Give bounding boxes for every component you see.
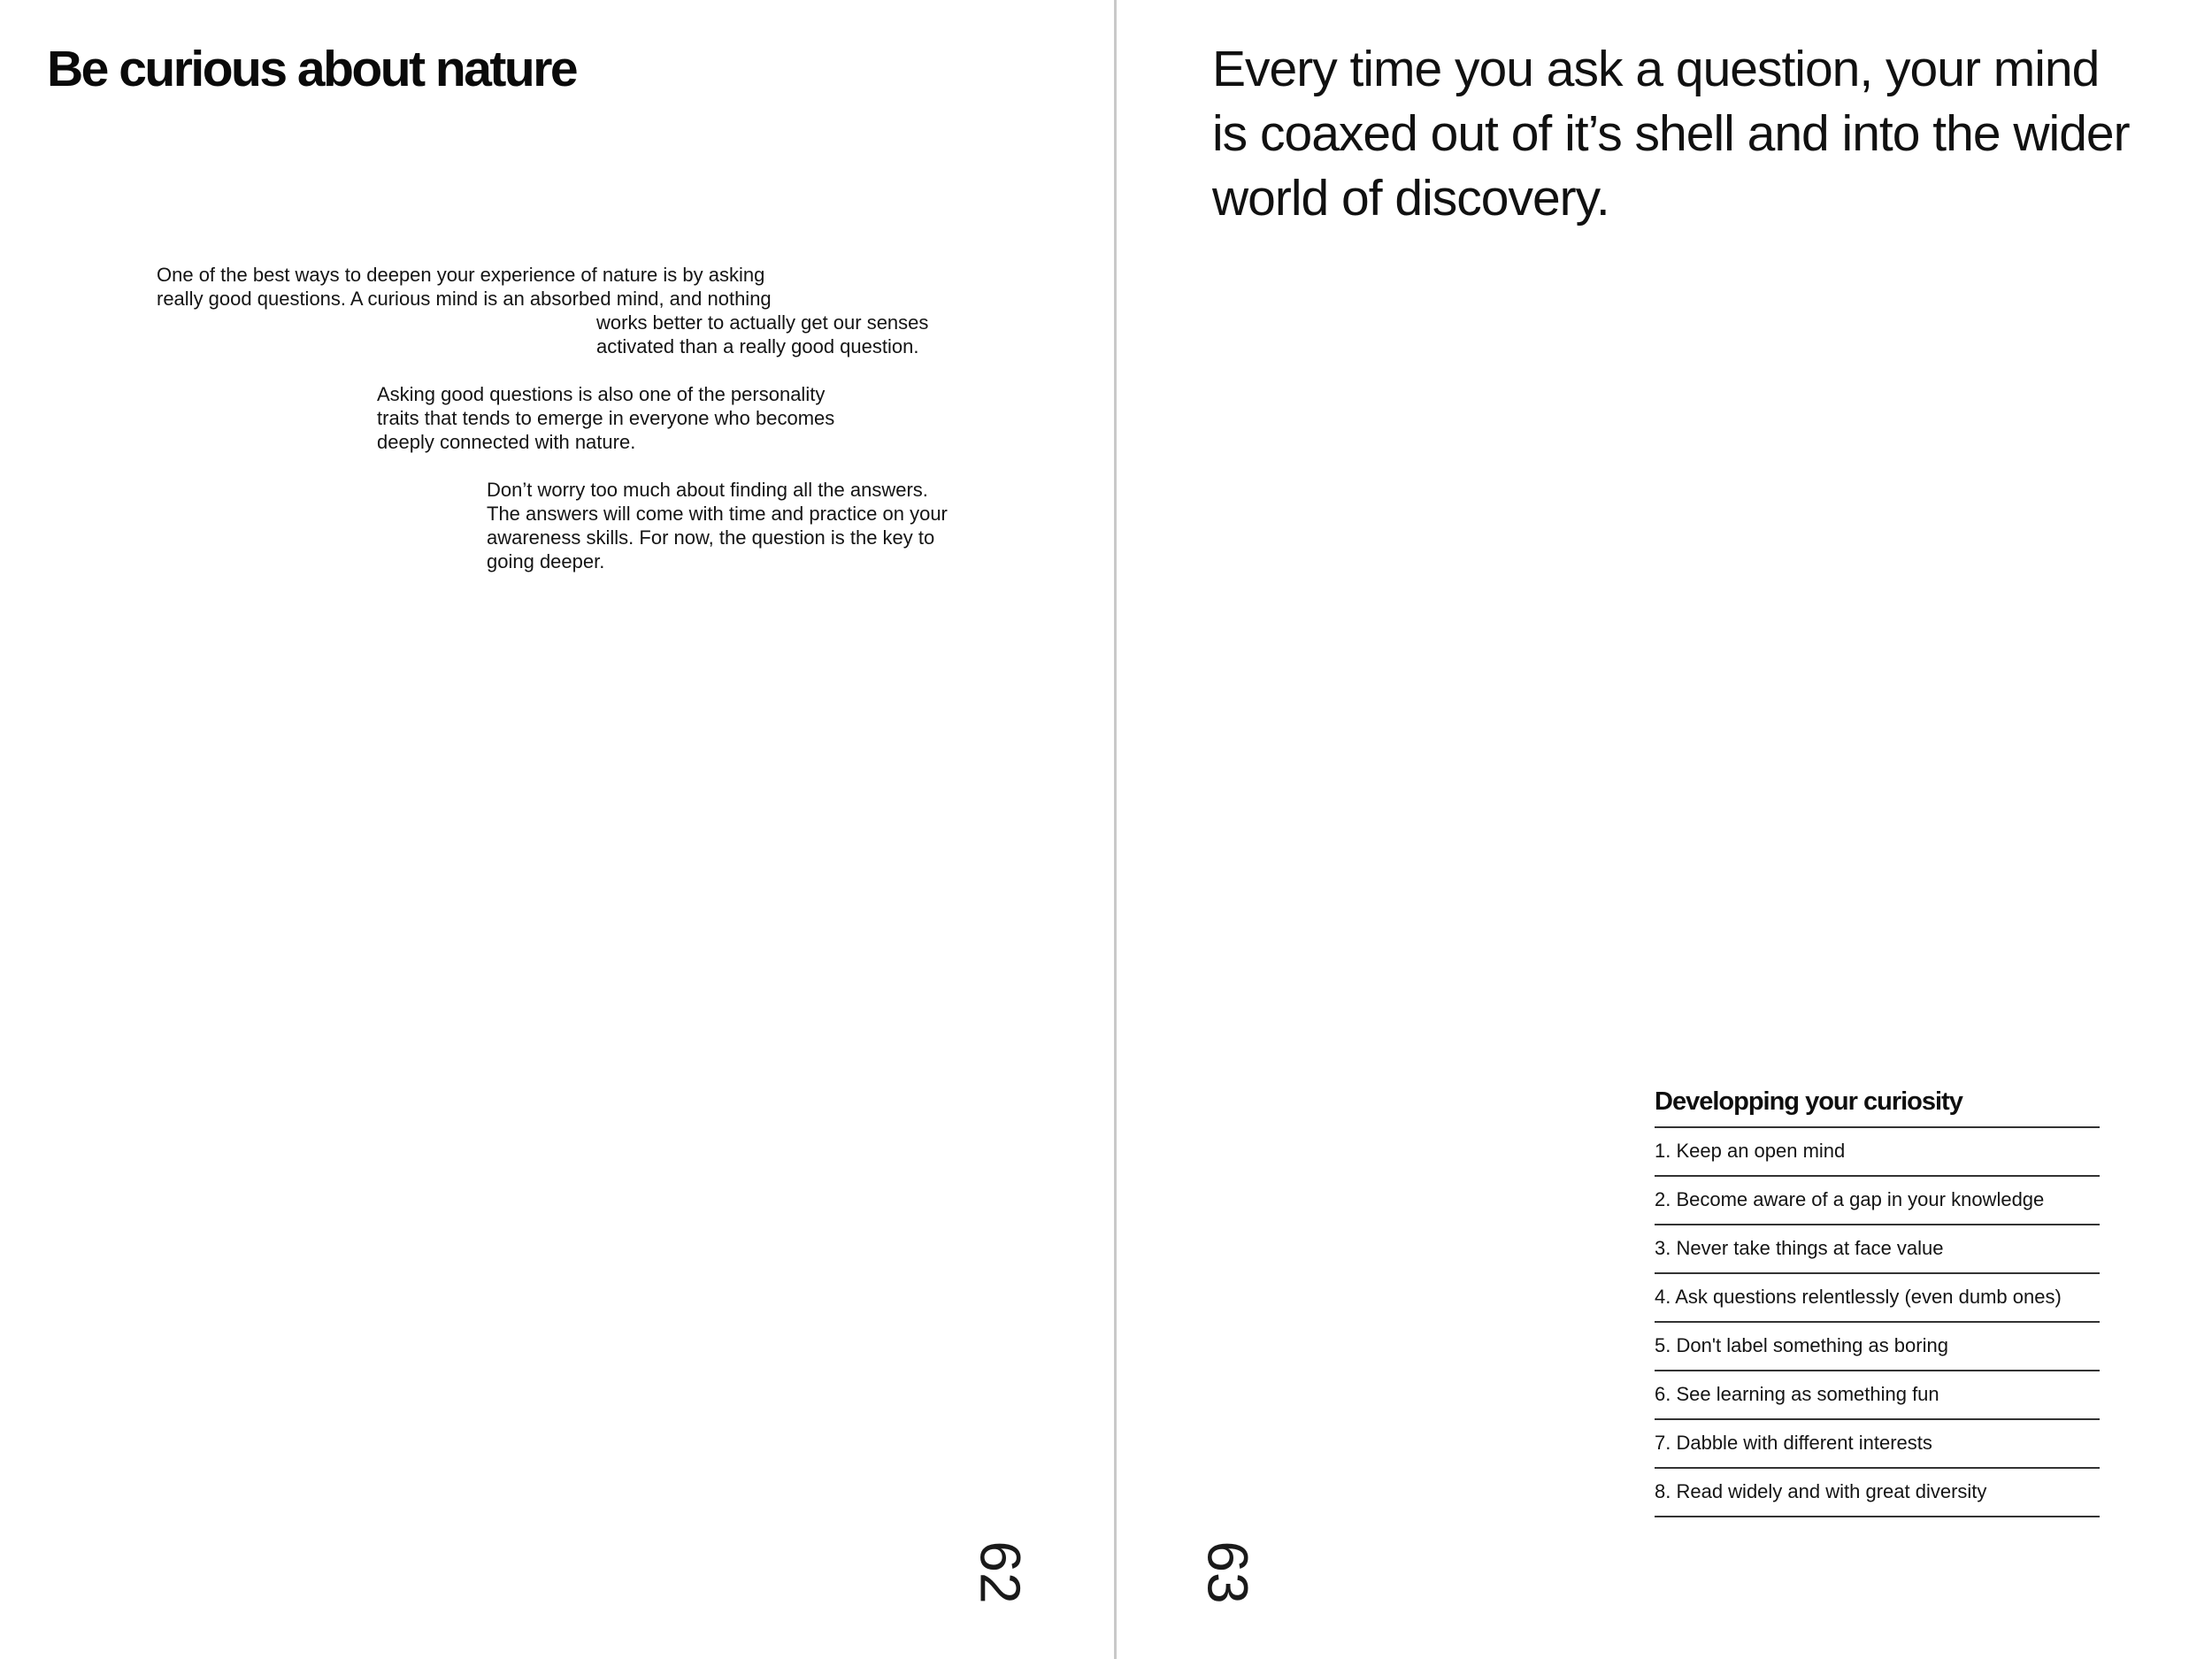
- body-text-line: works better to actually get our senses: [596, 311, 929, 334]
- pull-quote-line: world of discovery.: [1212, 170, 1609, 227]
- pull-quote-line: is coaxed out of it’s shell and into the wider: [1212, 105, 2130, 162]
- checklist-item: 8. Read widely and with great diversity: [1655, 1469, 2100, 1517]
- body-text-line: activated than a really good question.: [596, 335, 919, 357]
- checklist-item: 2. Become aware of a gap in your knowledge: [1655, 1177, 2100, 1225]
- body-text-line: Don’t worry too much about finding all the answers.: [487, 479, 928, 501]
- body-text-line: Asking good questions is also one of the personality: [377, 383, 826, 405]
- checklist-item: 1. Keep an open mind: [1655, 1128, 2100, 1177]
- checklist-item: 3. Never take things at face value: [1655, 1225, 2100, 1274]
- page-title: Be curious about nature: [47, 41, 577, 97]
- curiosity-checklist: [1655, 1084, 2100, 1517]
- page-number: 63: [1195, 1540, 1260, 1604]
- right-page: [1117, 0, 2212, 1659]
- checklist-item: 6. See learning as something fun: [1655, 1371, 2100, 1420]
- checklist-item: 4. Ask questions relentlessly (even dumb ones): [1655, 1274, 2100, 1323]
- body-text-line: traits that tends to emerge in everyone who becomes: [377, 407, 835, 429]
- page-number: 62: [968, 1540, 1033, 1604]
- checklist-item: 5. Don't label something as boring: [1655, 1323, 2100, 1371]
- checklist-items: [1655, 1128, 2100, 1517]
- checklist-item: 7. Dabble with different interests: [1655, 1420, 2100, 1469]
- body-text-line: The answers will come with time and practice on your: [487, 503, 948, 525]
- body-text-line: One of the best ways to deepen your experience of nature is by asking: [157, 264, 765, 286]
- body-text-line: deeply connected with nature.: [377, 431, 636, 453]
- body-text-line: really good questions. A curious mind is an absorbed mind, and nothing: [157, 288, 772, 310]
- pull-quote-line: Every time you ask a question, your mind: [1212, 41, 2100, 97]
- body-text-line: awareness skills. For now, the question is the key to: [487, 526, 935, 549]
- body-text-line: going deeper.: [487, 550, 605, 572]
- checklist-title: Developping your curiosity: [1655, 1084, 2100, 1128]
